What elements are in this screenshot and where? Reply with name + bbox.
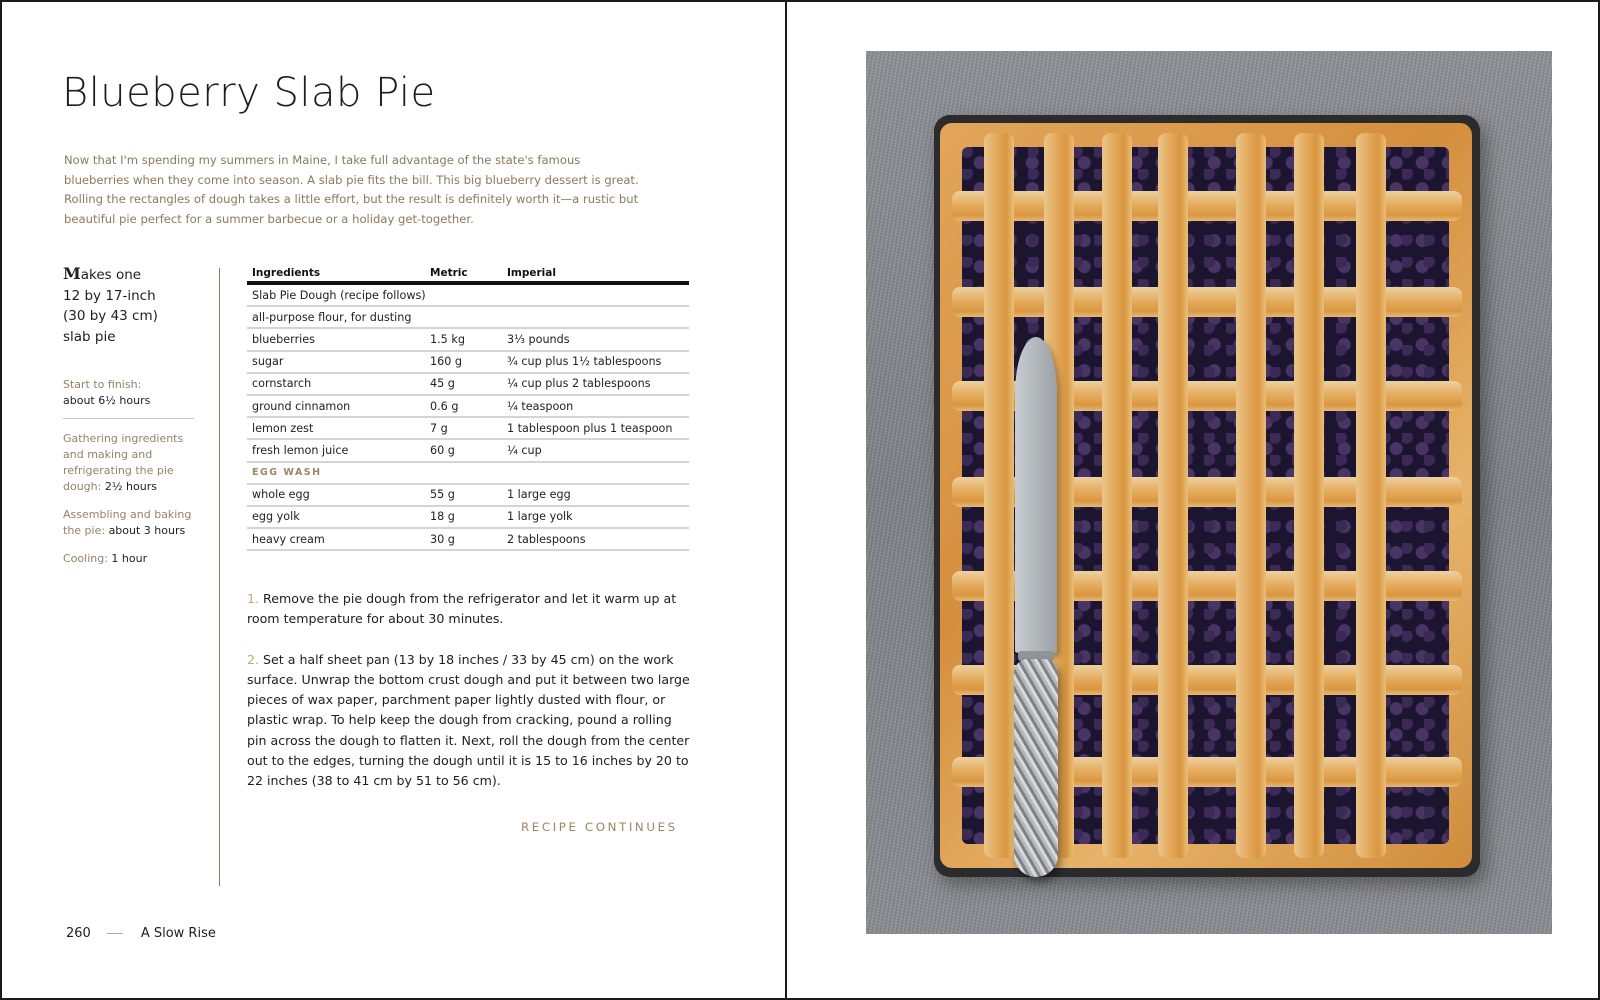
table-row (247, 396, 689, 418)
table-section-egg-wash (247, 463, 689, 485)
time-gathering (63, 431, 198, 495)
imperial-cell: 2 tablespoons (507, 532, 586, 546)
step-number: 2. (247, 651, 260, 667)
table-row (247, 485, 689, 507)
imperial-cell: 1 large yolk (507, 510, 573, 524)
ingredient-cell: Slab Pie Dough (recipe follows) (252, 288, 426, 302)
time-cooling (63, 551, 198, 567)
ingredient-cell: fresh lemon juice (252, 443, 349, 457)
imperial-cell: ¼ cup plus 2 tablespoons (507, 377, 651, 391)
imperial-cell: ¼ teaspoon (507, 399, 574, 413)
time-value: 1 hour (111, 552, 148, 565)
yield-line-0: akes one (80, 267, 142, 283)
metric-cell: 45 g (430, 377, 455, 391)
step-1 (247, 589, 692, 630)
step-text: Set a half sheet pan (13 by 18 inches / 33 by 45 cm) on the work surface. Unwrap the bottom crust dough and put it between two large pieces of wax paper, parchment paper lightly dusted with flour, or plastic wrap. To help keep the dough from cracking, pound a rolling pin across the dough to flatten it. Next, roll the dough from the center out to the edges, turning the dough until it is 15 to 16 inches by 20 to 22 inches (38 to 41 cm by 51 to 56 cm). (247, 651, 690, 789)
recipe-title: Blueberry Slab Pie (62, 70, 436, 116)
imperial-cell: 3⅓ pounds (507, 332, 570, 346)
table-row (247, 352, 689, 374)
time-label: Assembling and baking the pie: (63, 508, 192, 537)
table-row (247, 307, 689, 329)
imperial-cell: ¾ cup plus 1½ tablespoons (507, 355, 662, 369)
lattice-strip (1294, 133, 1324, 858)
ingredient-cell: heavy cream (252, 532, 325, 546)
sidebar-divider (219, 268, 220, 886)
metric-cell: 7 g (430, 421, 448, 435)
yield-line-3: slab pie (63, 328, 116, 345)
lattice-strip (1356, 133, 1386, 858)
section-label: EGG WASH (252, 467, 322, 479)
table-header (247, 264, 689, 285)
ingredient-cell: whole egg (252, 488, 310, 502)
imperial-cell: 1 tablespoon plus 1 teaspoon (507, 421, 673, 435)
lattice-strip (1236, 133, 1266, 858)
table-row (247, 374, 689, 396)
yield-info (63, 264, 198, 347)
recipe-intro: Now that I'm spending my summers in Maine, I take full advantage of the state's famous blueberries when they come into season. A slab pie fits the bill. This big blueberry dessert is great. Rolling the rectangles of dough takes a little effort, but the result is definitely worth it—a rustic but beautiful pie perfect for a summer barbecue or a holiday get-together. (64, 153, 639, 226)
imperial-cell: 1 large egg (507, 488, 571, 502)
page-gutter (785, 2, 787, 1000)
metric-cell: 160 g (430, 355, 463, 369)
time-value: 2½ hours (104, 480, 157, 493)
table-row (247, 418, 689, 440)
time-start-to-finish (63, 377, 194, 419)
table-row (247, 529, 689, 551)
page-number: 260 (66, 926, 91, 941)
knife-handle (1014, 659, 1058, 877)
metric-cell: 30 g (430, 532, 455, 546)
step-2 (247, 650, 692, 792)
lattice-strip (984, 133, 1014, 858)
time-label: Cooling: (63, 552, 108, 565)
ingredient-cell: all-purpose flour, for dusting (252, 310, 412, 324)
ingredient-cell: sugar (252, 355, 284, 369)
recipe-sidebar (63, 264, 198, 567)
table-row (247, 285, 689, 307)
yield-line-2: (30 by 43 cm) (63, 308, 158, 324)
table-row (247, 507, 689, 529)
time-value: about 3 hours (108, 524, 186, 537)
ingredient-cell: cornstarch (252, 377, 312, 391)
ingredient-cell: blueberries (252, 332, 315, 346)
knife-blade (1015, 337, 1057, 653)
yield-line-1: 12 by 17-inch (63, 287, 156, 304)
recipe-steps (247, 589, 692, 812)
header-metric: Metric (430, 266, 468, 279)
recipe-continues: RECIPE CONTINUES (521, 820, 678, 834)
metric-cell: 60 g (430, 443, 455, 457)
table-row (247, 440, 689, 462)
step-text: Remove the pie dough from the refrigerator and let it warm up at room temperature for about 30 minutes. (247, 591, 677, 627)
ingredient-cell: egg yolk (252, 510, 300, 524)
step-number: 1. (247, 591, 260, 606)
metric-cell: 55 g (430, 488, 455, 502)
time-label: Start to finish: (63, 378, 142, 391)
time-label: Gathering ingredients and making and refrigerating the pie dough: (63, 432, 184, 493)
lattice-strip (1158, 133, 1188, 858)
imperial-cell: ¼ cup (507, 443, 542, 457)
page-footer (66, 926, 216, 941)
ingredients-table (247, 264, 689, 551)
header-ingredients: Ingredients (252, 266, 321, 279)
time-value: about 6½ hours (63, 394, 151, 407)
metric-cell: 1.5 kg (430, 332, 465, 346)
lattice-strip (1102, 133, 1132, 858)
pie-photo (866, 51, 1552, 934)
header-imperial: Imperial (507, 266, 556, 279)
time-assembling (63, 507, 198, 539)
ingredient-cell: ground cinnamon (252, 399, 351, 413)
book-title: A Slow Rise (140, 926, 216, 941)
table-row (247, 329, 689, 351)
footer-divider (107, 933, 123, 934)
ingredient-cell: lemon zest (252, 421, 314, 435)
yield-dropcap: M (63, 264, 81, 283)
metric-cell: 18 g (430, 510, 455, 524)
metric-cell: 0.6 g (430, 399, 459, 413)
